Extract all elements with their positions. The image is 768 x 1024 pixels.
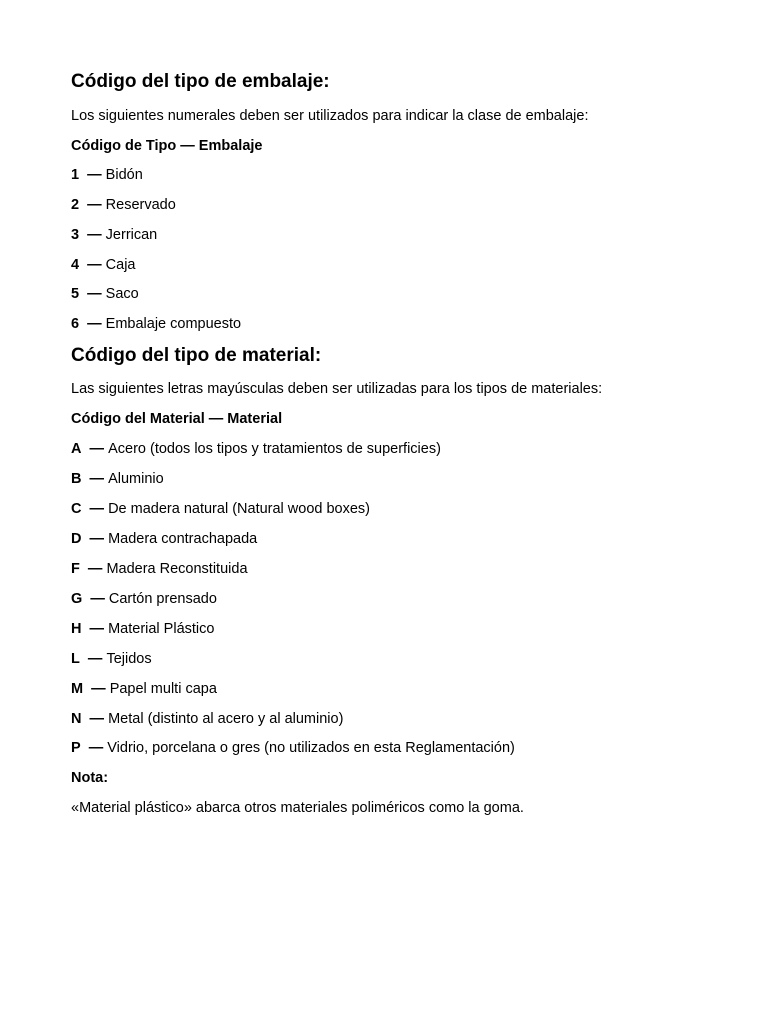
list-item — [71, 650, 152, 668]
item-code: C — [71, 501, 82, 517]
section-intro-material: Las siguientes letras mayúsculas deben ser utilizadas para los tipos de materiales: — [71, 381, 603, 397]
list-item — [71, 226, 157, 244]
list-item — [71, 530, 257, 548]
section-heading-packaging: Código del tipo de embalaje: — [71, 71, 330, 92]
item-code: 4 — [71, 257, 80, 273]
item-dash: — — [89, 501, 105, 517]
item-dash: — — [89, 621, 105, 637]
list-item — [71, 315, 241, 333]
table-header-packaging: Código de Tipo — Embalaje — [71, 138, 263, 154]
list-item — [71, 470, 164, 488]
item-code: D — [71, 531, 82, 547]
list-item — [71, 166, 143, 184]
list-item — [71, 196, 176, 214]
item-label: Bidón — [105, 167, 143, 183]
item-label: Cartón prensado — [108, 591, 217, 607]
item-dash: — — [87, 197, 102, 213]
item-label: Embalaje compuesto — [105, 316, 242, 332]
item-label: Madera Reconstituida — [106, 561, 248, 577]
item-dash: — — [87, 167, 102, 183]
item-code: 2 — [71, 197, 80, 213]
note-text: «Material plástico» abarca otros materiales poliméricos como la goma. — [71, 800, 524, 816]
item-code: 1 — [71, 167, 80, 183]
item-code: 3 — [71, 227, 80, 243]
list-item — [71, 710, 343, 728]
list-item — [71, 590, 217, 608]
item-dash: — — [89, 471, 105, 487]
item-label: Tejidos — [106, 651, 152, 667]
item-dash: — — [87, 316, 102, 332]
item-code: 6 — [71, 316, 80, 332]
item-code: L — [71, 651, 80, 667]
item-label: Jerrican — [105, 227, 158, 243]
item-label: Papel multi capa — [109, 681, 217, 697]
item-dash: — — [87, 286, 102, 302]
item-label: Reservado — [105, 197, 176, 213]
section-heading-material: Código del tipo de material: — [71, 345, 322, 366]
item-code: M — [71, 681, 84, 697]
note-label: Nota: — [71, 770, 109, 786]
item-dash: — — [87, 651, 103, 667]
item-label: Caja — [105, 257, 136, 273]
item-label: Acero (todos los tipos y tratamientos de superficies) — [108, 441, 441, 457]
item-dash: — — [89, 531, 105, 547]
item-code: A — [71, 441, 82, 457]
list-item — [71, 620, 214, 638]
item-code: N — [71, 711, 82, 727]
item-code: H — [71, 621, 82, 637]
item-code: F — [71, 561, 80, 577]
item-label: Saco — [105, 286, 139, 302]
list-item — [71, 256, 136, 274]
list-item — [71, 680, 217, 698]
item-dash: — — [90, 591, 105, 607]
list-item — [71, 500, 370, 518]
list-item — [71, 560, 248, 578]
item-dash: — — [87, 257, 102, 273]
item-code: 5 — [71, 286, 80, 302]
item-code: B — [71, 471, 82, 487]
list-item — [71, 739, 515, 757]
item-dash: — — [91, 681, 106, 697]
list-item — [71, 440, 441, 458]
table-header-material: Código del Material — Material — [71, 411, 283, 427]
item-code: G — [71, 591, 83, 607]
item-dash: — — [87, 227, 102, 243]
item-code: P — [71, 740, 81, 756]
item-dash: — — [89, 711, 105, 727]
item-label: Madera contrachapada — [108, 531, 258, 547]
section-intro-packaging: Los siguientes numerales deben ser utilizados para indicar la clase de embalaje: — [71, 108, 589, 124]
item-label: Metal (distinto al acero y al aluminio) — [108, 711, 344, 727]
item-label: Vidrio, porcelana o gres (no utilizados en esta Reglamentación) — [107, 740, 515, 756]
item-dash: — — [87, 561, 103, 577]
list-item — [71, 285, 139, 303]
item-label: De madera natural (Natural wood boxes) — [108, 501, 371, 517]
item-dash: — — [89, 441, 105, 457]
item-dash: — — [88, 740, 104, 756]
item-label: Material Plástico — [108, 621, 215, 637]
item-label: Aluminio — [108, 471, 164, 487]
